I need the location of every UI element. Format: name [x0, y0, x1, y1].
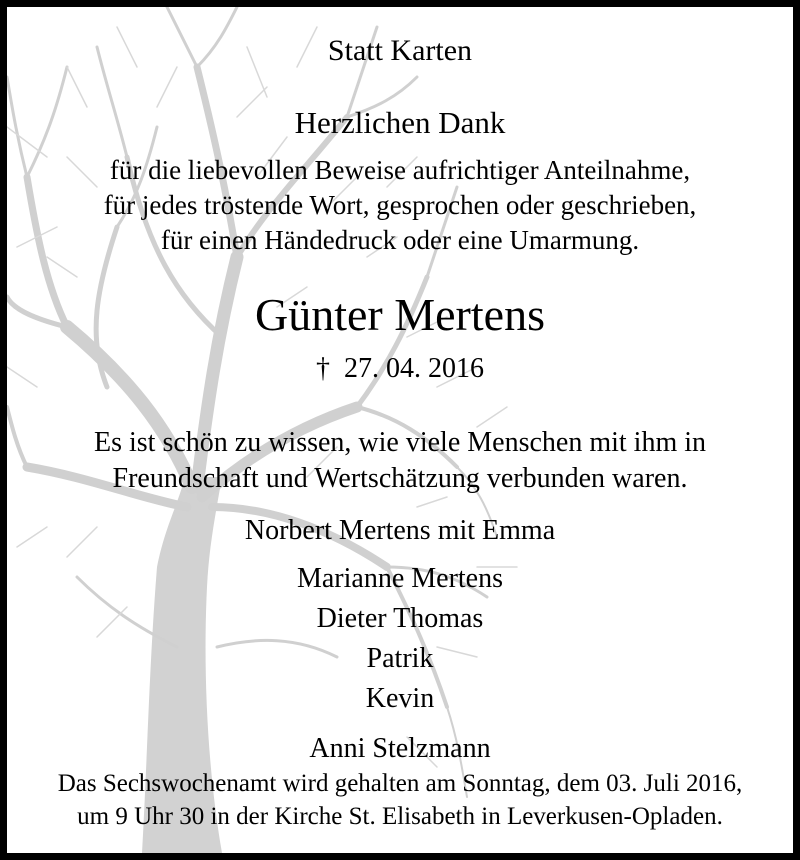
- thanks-line: für einen Händedruck oder eine Umarmung.: [160, 225, 640, 255]
- mourner-name: Marianne Mertens: [296, 563, 504, 594]
- mourner-name: Anni Stelzmann: [309, 733, 491, 764]
- mourner-name: Dieter Thomas: [316, 603, 484, 634]
- message-line: Es ist schön zu wissen, wie viele Menschen mit ihm in: [93, 427, 707, 458]
- mourner-name: Kevin: [365, 683, 435, 714]
- thanks-line: für die liebevollen Beweise aufrichtiger Anteilnahme,: [109, 155, 691, 185]
- mourner-name: Patrik: [366, 643, 434, 674]
- intro-heading: Statt Karten: [327, 34, 473, 67]
- mourner-name: Norbert Mertens mit Emma: [244, 515, 556, 546]
- death-date-line: [7, 353, 793, 385]
- thanks-heading: Herzlichen Dank: [294, 105, 506, 140]
- cross-icon: †: [316, 353, 330, 384]
- thanks-line: für jedes tröstende Wort, gesprochen oder geschrieben,: [103, 190, 697, 220]
- message-line: Freundschaft und Wertschätzung verbunden waren.: [112, 463, 688, 494]
- deceased-name: Günter Mertens: [255, 289, 545, 340]
- service-line: um 9 Uhr 30 in der Kirche St. Elisabeth in Leverkusen-Opladen.: [77, 803, 723, 830]
- service-line: Das Sechswochenamt wird gehalten am Sonntag, dem 03. Juli 2016,: [57, 770, 743, 797]
- death-date: 27. 04. 2016: [344, 353, 484, 384]
